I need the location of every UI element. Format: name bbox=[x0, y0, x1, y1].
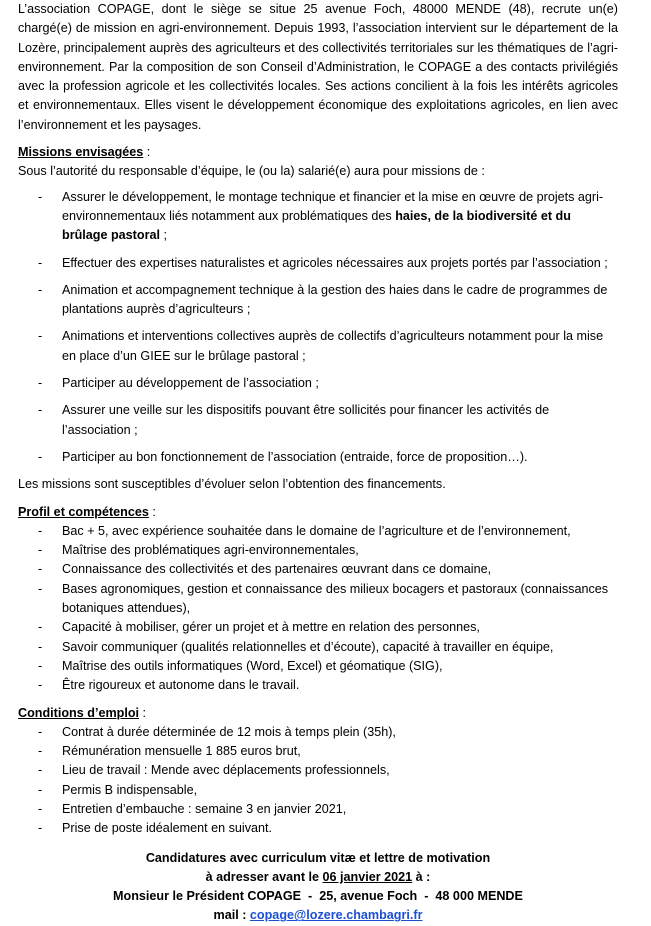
list-item: - Prise de poste idéalement en suivant. bbox=[38, 821, 273, 836]
footer-mail-line: mail : copage@lozere.chambagri.fr bbox=[213, 908, 423, 923]
deadline-date: 06 janvier 2021 bbox=[322, 869, 413, 884]
list-item: - Animation et accompagnement technique à la gestion des haies dans le cadre de programmes de plantations auprès d’agriculteurs ; bbox=[38, 282, 608, 317]
list-item: - Effectuer des expertises naturalistes et agricoles nécessaires aux projets portés par l’association ; bbox=[38, 255, 608, 270]
footer-address: Monsieur le Président COPAGE - 25, avenue Foch - 48 000 MENDE bbox=[113, 889, 523, 904]
list-item: - Contrat à durée déterminée de 12 mois à temps plein (35h), bbox=[38, 724, 396, 739]
emphasis-text: haies, de la biodiversité et du brûlage pastoral bbox=[62, 208, 571, 243]
list-item: - Participer au développement de l’association ; bbox=[38, 376, 319, 391]
conditions-list bbox=[18, 723, 618, 839]
profil-heading: Profil et compétences : bbox=[18, 504, 156, 519]
list-item: - Assurer le développement, le montage technique et financier et la mise en œuvre de projets agri-environnementaux liés notamment aux problématiques des haies, de la biodiversité et du brûlage pastoral ; bbox=[38, 189, 604, 243]
footer-line-1: Candidatures avec curriculum vitæ et lettre de motivation bbox=[145, 850, 491, 865]
conditions-heading: Conditions d’emploi : bbox=[18, 705, 147, 720]
missions-list bbox=[18, 188, 618, 468]
job-offer-document bbox=[18, 0, 618, 926]
list-item: - Connaissance des collectivités et des partenaires œuvrant dans ce domaine, bbox=[38, 562, 492, 577]
list-item: - Entretien d’embauche : semaine 3 en janvier 2021, bbox=[38, 801, 347, 816]
list-item: - Participer au bon fonctionnement de l’association (entraide, force de proposition…). bbox=[38, 449, 528, 464]
list-item: - Bases agronomiques, gestion et connaissance des milieux bocagers et pastoraux (connaissances botaniques attendues), bbox=[38, 581, 609, 616]
email-link[interactable]: copage@lozere.chambagri.fr bbox=[249, 908, 423, 923]
profil-heading-text: Profil et compétences bbox=[18, 504, 149, 519]
list-item: - Permis B indispensable, bbox=[38, 782, 198, 797]
list-item: - Savoir communiquer (qualités relationnelles et d’écoute), capacité à travailler en équipe, bbox=[38, 639, 554, 654]
list-item: - Maîtrise des problématiques agri-environnementales, bbox=[38, 543, 359, 558]
list-item: - Être rigoureux et autonome dans le travail. bbox=[38, 678, 300, 693]
list-item: - Animations et interventions collectives auprès de collectifs d’agriculteurs notamment pour la mise en place d’un GIEE sur le brûlage pastoral ; bbox=[38, 329, 604, 363]
list-item: - Assurer une veille sur les dispositifs pouvant être sollicités pour financer les activités de l’association ; bbox=[38, 403, 550, 437]
application-footer bbox=[18, 849, 618, 926]
list-item: - Capacité à mobiliser, gérer un projet et à mettre en relation des personnes, bbox=[38, 620, 480, 635]
conditions-heading-text: Conditions d’emploi bbox=[18, 705, 140, 720]
list-item: - Maîtrise des outils informatiques (Word, Excel) et géomatique (SIG), bbox=[38, 658, 443, 673]
missions-heading: Missions envisagées : bbox=[18, 145, 151, 160]
missions-lead: Sous l’autorité du responsable d’équipe, le (ou la) salarié(e) aura pour missions de : bbox=[18, 164, 485, 179]
missions-closing: Les missions sont susceptibles d’évoluer selon l’obtention des financements. bbox=[18, 477, 446, 492]
list-item: - Rémunération mensuelle 1 885 euros brut, bbox=[38, 744, 301, 759]
footer-line-2: à adresser avant le 06 janvier 2021 à : bbox=[205, 869, 431, 884]
profil-list bbox=[18, 522, 618, 696]
intro-paragraph: L’association COPAGE, dont le siège se situe 25 avenue Foch, 48000 MENDE (48), recrute un(e) chargé(e) de mission en agri-environnement. Depuis 1993, l’association intervient sur le département de la Lozère, principalement auprès des agriculteurs et des collectivités territoriales sur les thématiques de l’agri-environnement. Par la composition de son Conseil d’Administration, le COPAGE a des contacts privilégiés avec la profession agricole et les collectivités locales. Ses actions concilient à la fois les intérêts agricoles et environnementaux. Elles visent le développement économique des exploitations agricoles, en lien avec l’environnement et les paysages. bbox=[18, 2, 618, 132]
missions-heading-text: Missions envisagées bbox=[18, 145, 144, 160]
list-item: - Bac + 5, avec expérience souhaitée dans le domaine de l’agriculture et de l’environnement, bbox=[38, 523, 571, 538]
list-item: - Lieu de travail : Mende avec déplacements professionnels, bbox=[38, 763, 390, 778]
